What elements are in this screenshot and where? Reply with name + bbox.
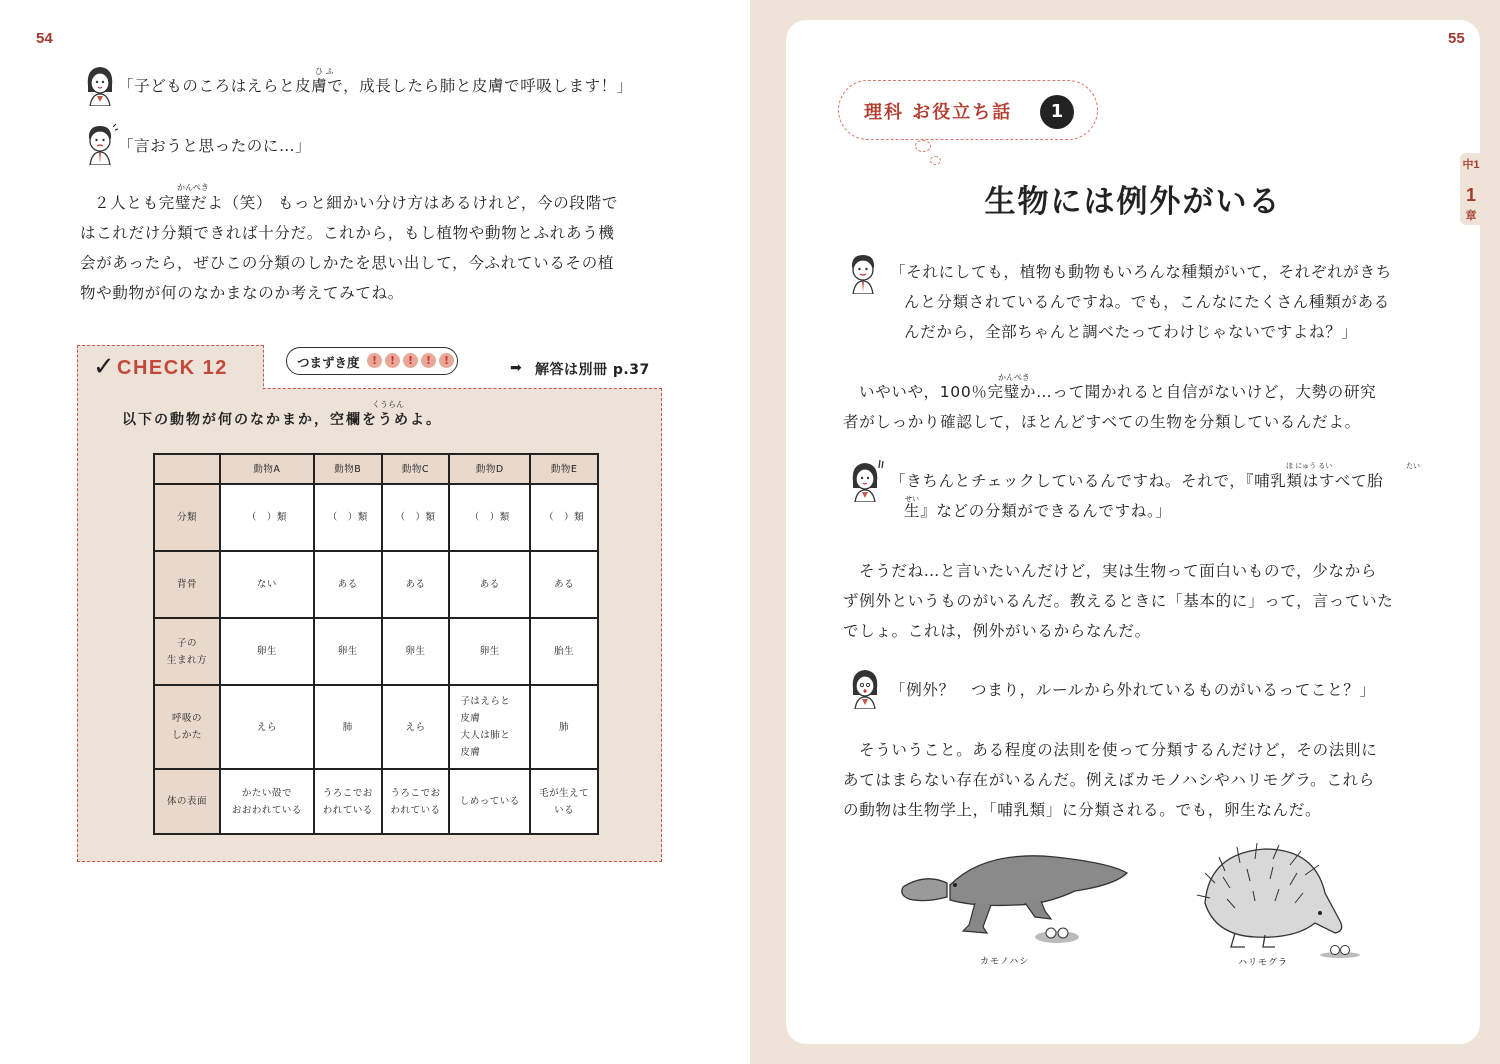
table-row [154,551,598,618]
difficulty-mark-icon: ! [385,353,400,368]
table-header-row [154,454,598,484]
tips-badge-label: 理科 お役立ち話 [864,102,1013,123]
table-cell: 卵生 [220,618,314,685]
table-row [154,484,598,551]
table-cell: 卵生 [382,618,450,685]
dialog-line: 生』などの分類ができるんですね。」 [904,502,1172,520]
arrow-right-icon: ➡ [510,360,522,376]
dialog-line: んだから，全部ちゃんと調べたってわけじゃないですよね？」 [904,323,1358,341]
row-label: 分類 [154,484,220,551]
table-cell: 卵生 [314,618,382,685]
paragraph-line: 会があったら，ぜひこの分類のしかたを思い出して，今ふれているその植 [80,254,615,272]
dialog-boy-1: 「言おうと思ったのに…」 [118,137,312,155]
dialog-line: 「きちんとチェックしているんですね。それで，『哺乳類はすべて胎 [890,472,1384,490]
page-number-right: 55 [1448,30,1465,47]
row-label: 子の 生まれ方 [154,618,220,685]
difficulty-mark-icon: ! [439,353,454,368]
table-cell: ある [449,551,530,618]
row-label: 呼吸の しかた [154,685,220,769]
paragraph-line: そうだね…と言いたいんだけど，実は生物って面白いもので，少なから [859,562,1378,580]
difficulty-marks [367,353,454,368]
ruby-tai: たい [1406,462,1420,470]
chapter-number: 1 [1465,185,1476,205]
check-instruction: 以下の動物が何のなかまか，空欄をうめよ。 [122,412,442,428]
table-cell[interactable]: （ ）類 [220,484,314,551]
row-label: 体の表面 [154,769,220,834]
dialog-boy-2 [890,257,1392,347]
table-cell: 卵生 [449,618,530,685]
page-number-left: 54 [36,30,53,47]
ruby-kuuran: くうらん [372,400,404,409]
paragraph-2 [843,556,1394,646]
echidna-illustration [1195,843,1375,958]
ruby-honyuurui: ほ にゅう るい [1286,462,1333,470]
difficulty-box [286,347,458,375]
table-cell[interactable]: （ ）類 [382,484,450,551]
caption-echidna: ハリモグラ [1238,958,1289,968]
table-cell: うろこでお われている [314,769,382,834]
paragraph-line: 物や動物が何のなかまなのか考えてみてね。 [80,284,405,302]
paragraph-line: いやいや，100％完璧か…って聞かれると自信がないけど，大勢の研究 [859,383,1377,401]
paragraph-3 [843,735,1377,825]
row-label: 背骨 [154,551,220,618]
caption-platypus: カモノハシ [980,957,1030,967]
answer-reference: 解答は別冊 p.37 [535,362,650,378]
table-row [154,769,598,834]
paragraph-line: はこれだけ分類できれば十分だ。これから，もし植物や動物とふれあう機 [80,224,615,242]
table-header-cell: 動物A [220,454,314,484]
dialog-girl-2 [890,466,1383,526]
table-cell: 子はえらと 皮膚 大人は肺と 皮膚 [449,685,530,769]
girl-character-icon [80,62,120,106]
table-cell: 胎生 [530,618,598,685]
classification-table [153,453,599,835]
table-cell: 肺 [314,685,382,769]
difficulty-mark-icon: ! [367,353,382,368]
paragraph-line: 者がしっかり確認して，ほとんどすべての生物を分類しているんだよ。 [843,413,1361,431]
table-header-cell [154,454,220,484]
left-paragraph [80,188,670,308]
difficulty-mark-icon: ! [403,353,418,368]
difficulty-mark-icon: ! [421,353,436,368]
paragraph-line: あてはまらない存在がいるんだ。例えばカモノハシやハリモグラ。これら [843,771,1375,789]
tips-badge-number: 1 [1040,95,1074,129]
dialog-girl-1: 「子どものころはえらと皮膚で，成長したら肺と皮膚で呼吸します！」 [118,77,633,95]
table-row [154,685,598,769]
dialog-line: んと分類されているんですね。でも，こんなにたくさん種類がある [904,293,1391,311]
table-header-cell: 動物E [530,454,598,484]
table-cell[interactable]: （ ）類 [314,484,382,551]
boy-character-icon [843,250,883,294]
check-title: CHECK 12 [117,357,228,379]
ruby-kanpeki: かんぺき [177,183,209,192]
paragraph-line: の動物は生物学上，「哺乳類」に分類される。でも，卵生なんだ。 [843,801,1322,819]
table-cell[interactable]: （ ）類 [530,484,598,551]
table-row [154,618,598,685]
table-cell: ない [220,551,314,618]
paragraph-1 [843,377,1376,437]
ruby-kanpeki-right: かんぺき [998,373,1030,382]
boy-character-icon [80,121,120,165]
table-cell[interactable]: （ ）類 [449,484,530,551]
girl-character-icon [845,665,885,709]
chapter-label: 章 [1465,210,1477,222]
table-cell: えら [382,685,450,769]
grade-label: 中1 [1462,159,1480,171]
paragraph-line: そういうこと。ある程度の法則を使って分類するんだけど，その法則に [859,741,1378,759]
difficulty-label: つまずき度 [297,355,360,370]
checkmark-icon: ✓ [93,352,115,382]
page-title: 生物には例外がいる [984,184,1282,220]
table-cell: 肺 [530,685,598,769]
paragraph-line: ２人とも完璧だよ（笑） もっと細かい分け方はあるけれど，今の段階で [94,194,619,212]
paragraph-line: ず例外というものがいるんだ。教えるときに「基本的に」って，言っていた [843,592,1394,610]
table-cell: うろこでお われている [382,769,450,834]
ruby-sei: せい [905,495,919,503]
table-cell: ある [530,551,598,618]
paragraph-line: でしょ。これは，例外がいるからなんだ。 [843,622,1151,640]
dialog-line: 「それにしても，植物も動物もいろんな種類がいて，それぞれがきち [890,263,1392,281]
table-cell: かたい殻で おおわれている [220,769,314,834]
table-cell: しめっている [449,769,530,834]
ruby-hifu: ひ ふ [315,67,334,76]
table-header-cell: 動物B [314,454,382,484]
table-cell: えら [220,685,314,769]
girl-character-icon [845,458,885,502]
table-header-cell: 動物C [382,454,450,484]
dialog-girl-3: 「例外？ つまり，ルールから外れているものがいるってこと？」 [890,681,1376,699]
table-cell: 毛が生えて いる [530,769,598,834]
platypus-illustration [895,845,1135,955]
table-cell: ある [314,551,382,618]
table-header-cell: 動物D [449,454,530,484]
table-cell: ある [382,551,450,618]
